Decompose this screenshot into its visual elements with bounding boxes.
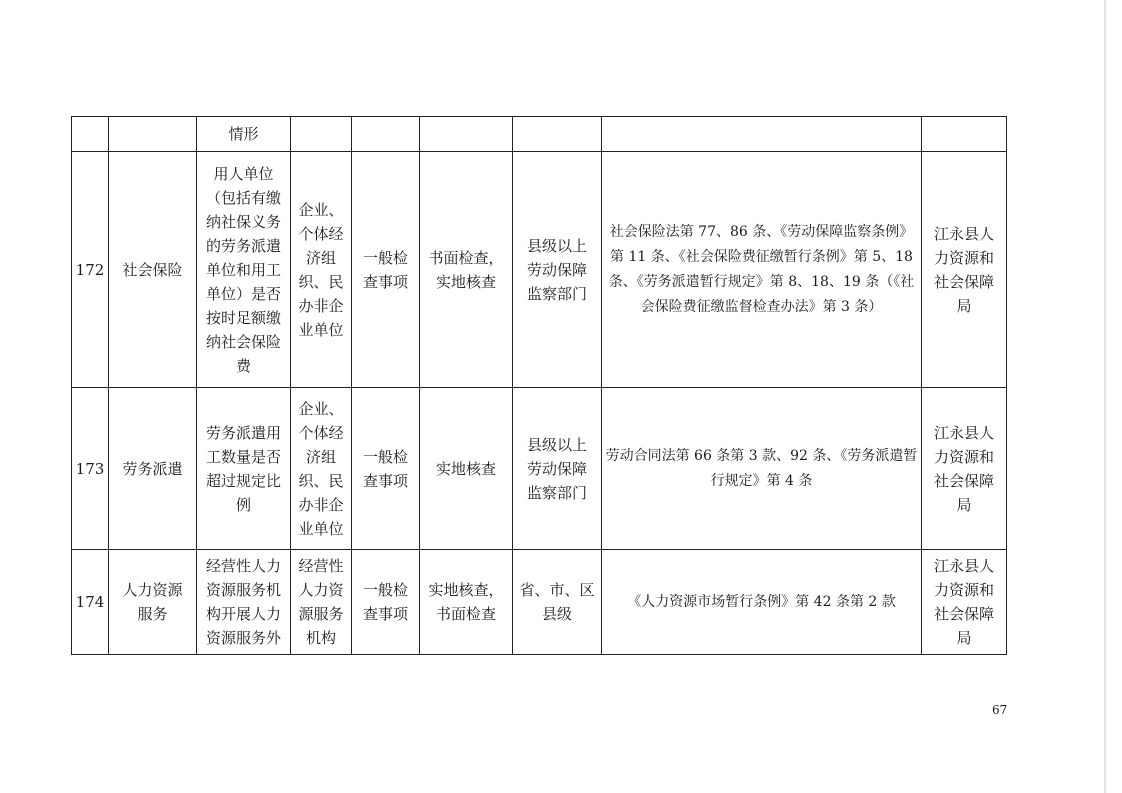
responsible-department: 江永县人力资源和社会保障局 bbox=[922, 152, 1007, 388]
inspection-object: 经营性人力资源服务机构 bbox=[291, 550, 352, 655]
inspection-situation: 劳务派遣用工数量是否超过规定比例 bbox=[197, 388, 291, 550]
table-row-174 bbox=[72, 550, 1007, 655]
scan-edge-line bbox=[1104, 0, 1106, 793]
inspection-situation: 用人单位（包括有缴纳社保义务的劳务派遣单位和用工单位）是否按时足额缴纳社会保险费 bbox=[197, 152, 291, 388]
header-cell bbox=[602, 117, 922, 152]
inspection-category: 人力资源服务 bbox=[109, 550, 197, 655]
header-cell bbox=[513, 117, 602, 152]
table-row-173 bbox=[72, 388, 1007, 550]
inspection-level: 县级以上劳动保障监察部门 bbox=[513, 152, 602, 388]
inspection-object: 企业、个体经济组织、民办非企业单位 bbox=[291, 152, 352, 388]
header-cell bbox=[72, 117, 109, 152]
inspection-method: 实地核查 bbox=[420, 388, 513, 550]
table-row-172 bbox=[72, 152, 1007, 388]
page-number: 67 bbox=[992, 703, 1008, 717]
header-cell bbox=[352, 117, 420, 152]
item-type: 一般检查事项 bbox=[352, 152, 420, 388]
header-cell bbox=[922, 117, 1007, 152]
header-cell bbox=[291, 117, 352, 152]
legal-basis: 劳动合同法第 66 条第 3 款、92 条、《劳务派遣暂行规定》第 4 条 bbox=[602, 388, 922, 550]
header-cell bbox=[420, 117, 513, 152]
inspection-level: 县级以上劳动保障监察部门 bbox=[513, 388, 602, 550]
row-number: 173 bbox=[72, 388, 109, 550]
inspection-method: 书面检查，实地核查 bbox=[420, 152, 513, 388]
row-number: 172 bbox=[72, 152, 109, 388]
responsible-department: 江永县人力资源和社会保障局 bbox=[922, 550, 1007, 655]
item-type: 一般检查事项 bbox=[352, 550, 420, 655]
responsible-department: 江永县人力资源和社会保障局 bbox=[922, 388, 1007, 550]
inspection-table bbox=[71, 116, 1007, 655]
table-header-continuation-row bbox=[72, 117, 1007, 152]
legal-basis: 《人力资源市场暂行条例》第 42 条第 2 款 bbox=[602, 550, 922, 655]
legal-basis: 社会保险法第 77、86 条、《劳动保障监察条例》第 11 条、《社会保险费征缴暂行条例》第 5、18 条、《劳务派遣暂行规定》第 8、18、19 条（《社会保险费征缴监督检查办法》第 3 条） bbox=[602, 152, 922, 388]
inspection-category: 劳务派遣 bbox=[109, 388, 197, 550]
header-cell bbox=[109, 117, 197, 152]
inspection-level: 省、市、区县级 bbox=[513, 550, 602, 655]
inspection-situation: 经营性人力资源服务机构开展人力资源服务外 bbox=[197, 550, 291, 655]
inspection-category: 社会保险 bbox=[109, 152, 197, 388]
header-situation-tail: 情形 bbox=[197, 117, 291, 152]
row-number: 174 bbox=[72, 550, 109, 655]
inspection-method: 实地核查，书面检查 bbox=[420, 550, 513, 655]
item-type: 一般检查事项 bbox=[352, 388, 420, 550]
inspection-object: 企业、个体经济组织、民办非企业单位 bbox=[291, 388, 352, 550]
